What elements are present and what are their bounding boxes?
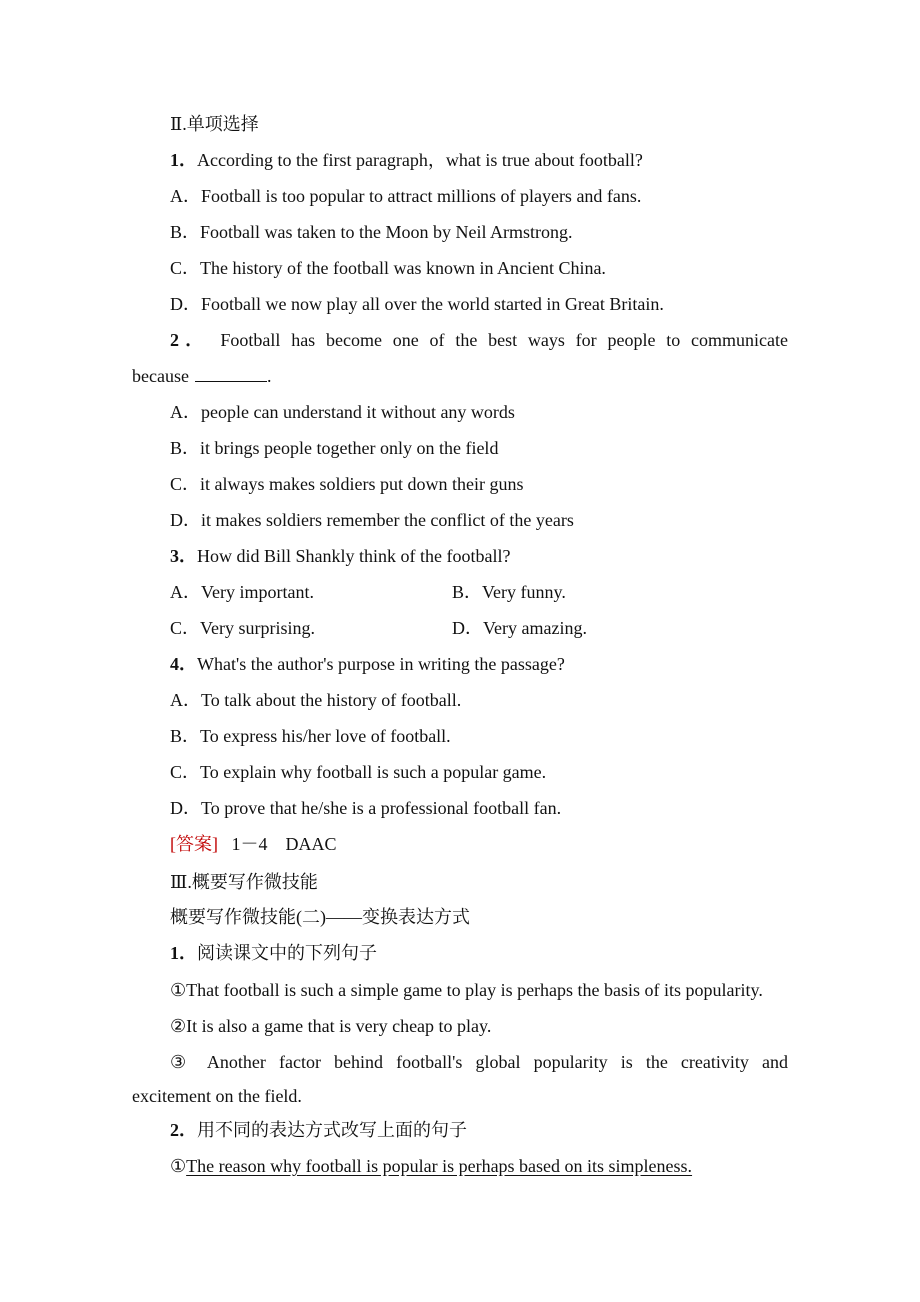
question-text-end: . [266,366,272,386]
question-3 [170,544,510,568]
question-number: 4． [170,654,197,674]
option-3c: C．Very surprising. [170,618,315,638]
question-number: 3． [170,546,197,566]
option-1c: C．The history of the football was known in Ancient China. [170,258,606,278]
question-text: According to the first paragraph，what is true about football? [197,150,643,170]
sentence-3-continued: excitement on the field. [132,1086,302,1106]
option-2a: A．people can understand it without any words [170,402,515,422]
answer-line [170,832,337,856]
rewrite-1 [170,1154,692,1178]
answer-tag: [答案] [170,834,218,854]
question-text-continued: because [132,366,189,386]
step-1 [170,941,377,965]
option-4a: A．To talk about the history of football. [170,690,462,710]
option-2c: C．it always makes soldiers put down their guns [170,474,524,494]
option-4c: C．To explain why football is such a popular game. [170,762,547,782]
sentence-3-text: ③ Another factor behind football's global popularity is the creativity and [170,1052,788,1072]
step-text: 阅读课文中的下列句子 [197,943,377,963]
option-1d: D．Football we now play all over the world started in Great Britain. [170,294,664,314]
question-2-continued [132,364,271,388]
rewrite-text: The reason why football is popular is perhaps based on its simpleness. [186,1156,693,1176]
option-2b: B．it brings people together only on the field [170,438,499,458]
sentence-2: ②It is also a game that is very cheap to play. [170,1016,492,1036]
step-number: 1． [170,943,197,963]
option-2d: D．it makes soldiers remember the conflict of the years [170,510,574,530]
step-text: 用不同的表达方式改写上面的句子 [197,1120,467,1140]
question-text: Football has become one of the best ways for people to communicate [220,330,789,350]
option-3b: B．Very funny. [452,582,566,602]
question-number: 1． [170,150,197,170]
option-4d: D．To prove that he/she is a professional football fan. [170,798,562,818]
question-text: What's the author's purpose in writing the passage? [197,654,565,674]
option-1a: A．Football is too popular to attract millions of players and fans. [170,186,642,206]
option-3d: D．Very amazing. [452,618,587,638]
section-3-heading: Ⅲ.概要写作微技能 [170,872,318,892]
sentence-3 [170,1050,788,1074]
question-1 [170,148,643,172]
question-number: 2． [170,330,210,350]
question-4 [170,652,565,676]
section-2-heading: Ⅱ.单项选择 [170,114,259,134]
option-1b: B．Football was taken to the Moon by Neil Armstrong. [170,222,573,242]
step-number: 2． [170,1120,197,1140]
option-3a: A．Very important. [170,582,314,602]
question-text: How did Bill Shankly think of the football? [197,546,511,566]
question-2 [170,328,788,352]
answer-blank [195,365,267,382]
rewrite-marker: ① [170,1156,187,1176]
answer-text: 1－4 DAAC [231,834,337,854]
option-4b: B．To express his/her love of football. [170,726,451,746]
section-3-subheading: 概要写作微技能(二)——变换表达方式 [170,907,470,927]
sentence-1: ①That football is such a simple game to play is perhaps the basis of its popularity. [170,980,763,1000]
step-2 [170,1118,467,1142]
